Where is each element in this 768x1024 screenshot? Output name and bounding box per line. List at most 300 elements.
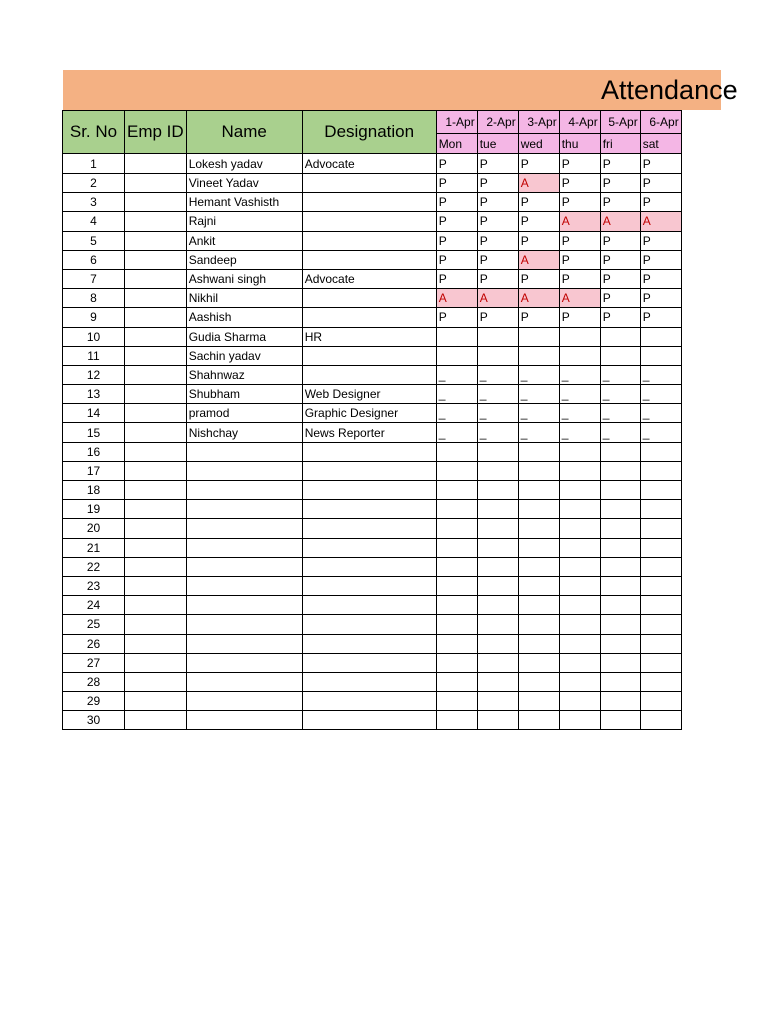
attendance-cell[interactable]: P [559, 231, 600, 250]
attendance-cell[interactable]: A [640, 212, 681, 231]
attendance-cell[interactable]: P [600, 174, 640, 193]
name-cell[interactable]: Vineet Yadav [186, 174, 302, 193]
designation-cell[interactable]: Graphic Designer [302, 404, 436, 423]
attendance-cell[interactable]: P [600, 193, 640, 212]
emp-id-cell[interactable] [125, 154, 187, 174]
designation-cell[interactable] [302, 557, 436, 576]
header-date[interactable]: 5-Apr [600, 111, 640, 134]
name-cell[interactable] [186, 538, 302, 557]
attendance-cell[interactable] [477, 596, 518, 615]
attendance-cell[interactable] [518, 327, 559, 346]
attendance-cell[interactable]: P [559, 154, 600, 174]
attendance-cell[interactable] [436, 481, 477, 500]
designation-cell[interactable] [302, 250, 436, 269]
attendance-cell[interactable] [559, 653, 600, 672]
attendance-cell[interactable]: P [559, 174, 600, 193]
attendance-cell[interactable] [518, 653, 559, 672]
sr-no-cell[interactable]: 11 [63, 346, 125, 365]
attendance-cell[interactable] [640, 346, 681, 365]
emp-id-cell[interactable] [125, 557, 187, 576]
attendance-cell[interactable]: P [600, 289, 640, 308]
attendance-cell[interactable]: P [559, 269, 600, 288]
attendance-cell[interactable]: _ [600, 404, 640, 423]
designation-cell[interactable] [302, 212, 436, 231]
attendance-cell[interactable] [640, 596, 681, 615]
sr-no-cell[interactable]: 12 [63, 365, 125, 384]
designation-cell[interactable] [302, 615, 436, 634]
emp-id-cell[interactable] [125, 615, 187, 634]
attendance-cell[interactable] [436, 672, 477, 691]
attendance-cell[interactable] [477, 461, 518, 480]
sr-no-cell[interactable]: 1 [63, 154, 125, 174]
emp-id-cell[interactable] [125, 672, 187, 691]
attendance-cell[interactable] [640, 653, 681, 672]
name-cell[interactable] [186, 557, 302, 576]
sr-no-cell[interactable]: 13 [63, 385, 125, 404]
sr-no-cell[interactable]: 14 [63, 404, 125, 423]
attendance-cell[interactable]: P [477, 231, 518, 250]
attendance-cell[interactable]: _ [600, 365, 640, 384]
emp-id-cell[interactable] [125, 711, 187, 730]
attendance-cell[interactable]: P [436, 308, 477, 327]
header-day[interactable]: wed [518, 134, 559, 154]
attendance-cell[interactable]: P [600, 269, 640, 288]
attendance-cell[interactable] [640, 519, 681, 538]
attendance-cell[interactable] [518, 442, 559, 461]
attendance-cell[interactable] [436, 692, 477, 711]
attendance-cell[interactable] [559, 538, 600, 557]
attendance-cell[interactable] [436, 711, 477, 730]
name-cell[interactable]: Shahnwaz [186, 365, 302, 384]
attendance-cell[interactable] [559, 481, 600, 500]
attendance-cell[interactable]: _ [559, 423, 600, 442]
name-cell[interactable]: Gudia Sharma [186, 327, 302, 346]
name-cell[interactable] [186, 596, 302, 615]
attendance-cell[interactable]: P [518, 193, 559, 212]
attendance-cell[interactable]: _ [518, 423, 559, 442]
designation-cell[interactable] [302, 576, 436, 595]
attendance-cell[interactable] [559, 576, 600, 595]
emp-id-cell[interactable] [125, 212, 187, 231]
attendance-cell[interactable]: P [640, 308, 681, 327]
attendance-cell[interactable] [518, 596, 559, 615]
attendance-cell[interactable] [600, 481, 640, 500]
sr-no-cell[interactable]: 19 [63, 500, 125, 519]
designation-cell[interactable] [302, 346, 436, 365]
name-cell[interactable] [186, 615, 302, 634]
attendance-cell[interactable] [640, 672, 681, 691]
header-date[interactable]: 6-Apr [640, 111, 681, 134]
attendance-cell[interactable]: _ [436, 423, 477, 442]
designation-cell[interactable] [302, 365, 436, 384]
emp-id-cell[interactable] [125, 231, 187, 250]
emp-id-cell[interactable] [125, 519, 187, 538]
header-day[interactable]: tue [477, 134, 518, 154]
attendance-cell[interactable]: P [518, 212, 559, 231]
attendance-cell[interactable] [559, 519, 600, 538]
designation-cell[interactable] [302, 289, 436, 308]
designation-cell[interactable] [302, 193, 436, 212]
name-cell[interactable] [186, 481, 302, 500]
emp-id-cell[interactable] [125, 653, 187, 672]
attendance-cell[interactable] [518, 692, 559, 711]
attendance-cell[interactable] [600, 596, 640, 615]
attendance-cell[interactable]: P [640, 231, 681, 250]
header-sr-no[interactable]: Sr. No [63, 111, 125, 154]
name-cell[interactable] [186, 653, 302, 672]
sr-no-cell[interactable]: 8 [63, 289, 125, 308]
name-cell[interactable]: Shubham [186, 385, 302, 404]
attendance-cell[interactable]: P [436, 269, 477, 288]
sr-no-cell[interactable]: 18 [63, 481, 125, 500]
sr-no-cell[interactable]: 28 [63, 672, 125, 691]
attendance-cell[interactable] [559, 711, 600, 730]
attendance-cell[interactable]: _ [436, 365, 477, 384]
attendance-cell[interactable]: A [518, 250, 559, 269]
name-cell[interactable]: Nikhil [186, 289, 302, 308]
attendance-cell[interactable]: P [518, 269, 559, 288]
attendance-cell[interactable]: _ [477, 365, 518, 384]
attendance-cell[interactable]: P [640, 269, 681, 288]
header-date[interactable]: 2-Apr [477, 111, 518, 134]
attendance-cell[interactable]: _ [640, 404, 681, 423]
attendance-cell[interactable] [600, 442, 640, 461]
attendance-cell[interactable]: P [600, 154, 640, 174]
attendance-cell[interactable] [436, 500, 477, 519]
attendance-cell[interactable]: P [640, 193, 681, 212]
attendance-cell[interactable]: _ [477, 385, 518, 404]
sr-no-cell[interactable]: 5 [63, 231, 125, 250]
attendance-cell[interactable] [477, 711, 518, 730]
attendance-cell[interactable]: _ [640, 365, 681, 384]
attendance-cell[interactable]: P [640, 174, 681, 193]
attendance-cell[interactable]: _ [559, 404, 600, 423]
attendance-cell[interactable] [600, 711, 640, 730]
attendance-cell[interactable] [640, 576, 681, 595]
designation-cell[interactable] [302, 538, 436, 557]
attendance-cell[interactable] [477, 481, 518, 500]
name-cell[interactable]: Rajni [186, 212, 302, 231]
emp-id-cell[interactable] [125, 250, 187, 269]
attendance-cell[interactable]: P [518, 154, 559, 174]
emp-id-cell[interactable] [125, 174, 187, 193]
header-date[interactable]: 1-Apr [436, 111, 477, 134]
sr-no-cell[interactable]: 7 [63, 269, 125, 288]
designation-cell[interactable] [302, 653, 436, 672]
attendance-cell[interactable]: P [600, 231, 640, 250]
designation-cell[interactable]: HR [302, 327, 436, 346]
attendance-cell[interactable]: P [436, 154, 477, 174]
designation-cell[interactable] [302, 692, 436, 711]
designation-cell[interactable] [302, 231, 436, 250]
sr-no-cell[interactable]: 4 [63, 212, 125, 231]
sr-no-cell[interactable]: 6 [63, 250, 125, 269]
attendance-cell[interactable]: _ [477, 404, 518, 423]
attendance-cell[interactable] [518, 672, 559, 691]
name-cell[interactable]: Ankit [186, 231, 302, 250]
attendance-cell[interactable]: _ [477, 423, 518, 442]
attendance-cell[interactable] [518, 711, 559, 730]
attendance-cell[interactable] [436, 538, 477, 557]
attendance-cell[interactable]: P [559, 193, 600, 212]
attendance-cell[interactable] [559, 461, 600, 480]
header-date[interactable]: 4-Apr [559, 111, 600, 134]
emp-id-cell[interactable] [125, 538, 187, 557]
attendance-cell[interactable] [640, 442, 681, 461]
attendance-cell[interactable] [559, 346, 600, 365]
name-cell[interactable]: Sachin yadav [186, 346, 302, 365]
attendance-cell[interactable] [600, 557, 640, 576]
name-cell[interactable]: Ashwani singh [186, 269, 302, 288]
attendance-cell[interactable] [436, 557, 477, 576]
attendance-cell[interactable] [477, 557, 518, 576]
attendance-cell[interactable] [436, 519, 477, 538]
sr-no-cell[interactable]: 23 [63, 576, 125, 595]
header-day[interactable]: fri [600, 134, 640, 154]
name-cell[interactable]: Sandeep [186, 250, 302, 269]
attendance-cell[interactable]: _ [518, 365, 559, 384]
designation-cell[interactable] [302, 442, 436, 461]
attendance-cell[interactable] [477, 519, 518, 538]
sr-no-cell[interactable]: 29 [63, 692, 125, 711]
name-cell[interactable]: Lokesh yadav [186, 154, 302, 174]
attendance-cell[interactable]: A [518, 289, 559, 308]
attendance-cell[interactable] [600, 461, 640, 480]
attendance-cell[interactable]: P [436, 250, 477, 269]
attendance-cell[interactable]: _ [436, 404, 477, 423]
attendance-cell[interactable]: _ [600, 385, 640, 404]
attendance-cell[interactable] [640, 615, 681, 634]
attendance-cell[interactable] [640, 557, 681, 576]
sr-no-cell[interactable]: 17 [63, 461, 125, 480]
attendance-cell[interactable] [600, 634, 640, 653]
attendance-cell[interactable]: _ [518, 404, 559, 423]
attendance-cell[interactable]: _ [436, 385, 477, 404]
sr-no-cell[interactable]: 10 [63, 327, 125, 346]
attendance-cell[interactable] [559, 634, 600, 653]
attendance-cell[interactable] [477, 346, 518, 365]
attendance-cell[interactable]: P [640, 250, 681, 269]
designation-cell[interactable] [302, 308, 436, 327]
attendance-cell[interactable]: _ [640, 423, 681, 442]
emp-id-cell[interactable] [125, 481, 187, 500]
designation-cell[interactable] [302, 174, 436, 193]
emp-id-cell[interactable] [125, 346, 187, 365]
attendance-cell[interactable] [559, 557, 600, 576]
sr-no-cell[interactable]: 24 [63, 596, 125, 615]
sr-no-cell[interactable]: 9 [63, 308, 125, 327]
emp-id-cell[interactable] [125, 500, 187, 519]
name-cell[interactable] [186, 672, 302, 691]
attendance-cell[interactable] [600, 519, 640, 538]
designation-cell[interactable] [302, 634, 436, 653]
designation-cell[interactable]: Web Designer [302, 385, 436, 404]
attendance-cell[interactable] [640, 711, 681, 730]
sr-no-cell[interactable]: 3 [63, 193, 125, 212]
attendance-cell[interactable] [640, 634, 681, 653]
name-cell[interactable] [186, 500, 302, 519]
attendance-cell[interactable]: P [559, 250, 600, 269]
name-cell[interactable]: Hemant Vashisth [186, 193, 302, 212]
attendance-cell[interactable] [477, 500, 518, 519]
emp-id-cell[interactable] [125, 308, 187, 327]
attendance-cell[interactable]: P [477, 154, 518, 174]
sr-no-cell[interactable]: 30 [63, 711, 125, 730]
attendance-cell[interactable] [559, 596, 600, 615]
emp-id-cell[interactable] [125, 365, 187, 384]
attendance-cell[interactable]: _ [559, 365, 600, 384]
attendance-cell[interactable]: P [640, 154, 681, 174]
attendance-cell[interactable] [600, 615, 640, 634]
attendance-cell[interactable] [436, 653, 477, 672]
header-day[interactable]: Mon [436, 134, 477, 154]
name-cell[interactable] [186, 519, 302, 538]
sr-no-cell[interactable]: 27 [63, 653, 125, 672]
attendance-cell[interactable] [436, 442, 477, 461]
name-cell[interactable]: Aashish [186, 308, 302, 327]
attendance-cell[interactable] [600, 672, 640, 691]
attendance-cell[interactable] [518, 557, 559, 576]
attendance-cell[interactable] [640, 461, 681, 480]
attendance-cell[interactable]: P [559, 308, 600, 327]
header-day[interactable]: sat [640, 134, 681, 154]
emp-id-cell[interactable] [125, 634, 187, 653]
header-date[interactable]: 3-Apr [518, 111, 559, 134]
attendance-cell[interactable] [559, 672, 600, 691]
attendance-cell[interactable] [436, 346, 477, 365]
sr-no-cell[interactable]: 16 [63, 442, 125, 461]
attendance-cell[interactable] [600, 500, 640, 519]
designation-cell[interactable] [302, 711, 436, 730]
name-cell[interactable] [186, 692, 302, 711]
attendance-cell[interactable] [640, 692, 681, 711]
attendance-cell[interactable] [477, 692, 518, 711]
attendance-cell[interactable] [559, 615, 600, 634]
name-cell[interactable]: pramod [186, 404, 302, 423]
attendance-cell[interactable] [518, 346, 559, 365]
attendance-cell[interactable] [640, 481, 681, 500]
attendance-cell[interactable]: P [477, 174, 518, 193]
attendance-cell[interactable] [518, 519, 559, 538]
designation-cell[interactable] [302, 461, 436, 480]
emp-id-cell[interactable] [125, 404, 187, 423]
attendance-cell[interactable] [518, 481, 559, 500]
attendance-cell[interactable]: _ [559, 385, 600, 404]
attendance-cell[interactable] [559, 692, 600, 711]
sr-no-cell[interactable]: 2 [63, 174, 125, 193]
attendance-cell[interactable]: P [477, 212, 518, 231]
attendance-cell[interactable]: P [518, 308, 559, 327]
attendance-cell[interactable]: _ [640, 385, 681, 404]
attendance-cell[interactable]: P [477, 193, 518, 212]
attendance-cell[interactable]: P [436, 193, 477, 212]
emp-id-cell[interactable] [125, 385, 187, 404]
sr-no-cell[interactable]: 20 [63, 519, 125, 538]
attendance-cell[interactable] [559, 442, 600, 461]
sr-no-cell[interactable]: 22 [63, 557, 125, 576]
emp-id-cell[interactable] [125, 289, 187, 308]
designation-cell[interactable]: Advocate [302, 154, 436, 174]
attendance-cell[interactable]: P [600, 308, 640, 327]
attendance-cell[interactable] [477, 442, 518, 461]
name-cell[interactable] [186, 576, 302, 595]
attendance-cell[interactable] [518, 576, 559, 595]
designation-cell[interactable] [302, 672, 436, 691]
designation-cell[interactable]: Advocate [302, 269, 436, 288]
attendance-cell[interactable] [436, 576, 477, 595]
attendance-cell[interactable] [436, 461, 477, 480]
attendance-cell[interactable] [518, 500, 559, 519]
attendance-cell[interactable] [600, 576, 640, 595]
attendance-cell[interactable] [600, 346, 640, 365]
attendance-cell[interactable] [477, 576, 518, 595]
emp-id-cell[interactable] [125, 193, 187, 212]
attendance-cell[interactable] [518, 615, 559, 634]
emp-id-cell[interactable] [125, 327, 187, 346]
attendance-cell[interactable] [477, 615, 518, 634]
attendance-cell[interactable] [477, 653, 518, 672]
attendance-cell[interactable]: A [600, 212, 640, 231]
designation-cell[interactable] [302, 500, 436, 519]
attendance-cell[interactable] [518, 461, 559, 480]
emp-id-cell[interactable] [125, 461, 187, 480]
name-cell[interactable] [186, 634, 302, 653]
attendance-cell[interactable]: P [477, 308, 518, 327]
emp-id-cell[interactable] [125, 692, 187, 711]
attendance-cell[interactable]: P [518, 231, 559, 250]
name-cell[interactable] [186, 711, 302, 730]
attendance-cell[interactable] [600, 538, 640, 557]
emp-id-cell[interactable] [125, 596, 187, 615]
emp-id-cell[interactable] [125, 423, 187, 442]
attendance-cell[interactable]: P [436, 174, 477, 193]
name-cell[interactable] [186, 442, 302, 461]
header-designation[interactable]: Designation [302, 111, 436, 154]
attendance-cell[interactable] [477, 672, 518, 691]
attendance-cell[interactable] [600, 653, 640, 672]
attendance-cell[interactable] [640, 500, 681, 519]
header-day[interactable]: thu [559, 134, 600, 154]
designation-cell[interactable] [302, 519, 436, 538]
attendance-cell[interactable] [477, 538, 518, 557]
header-emp-id[interactable]: Emp ID [125, 111, 187, 154]
attendance-cell[interactable] [600, 692, 640, 711]
attendance-cell[interactable] [640, 538, 681, 557]
designation-cell[interactable] [302, 481, 436, 500]
attendance-cell[interactable]: P [600, 250, 640, 269]
attendance-cell[interactable]: A [436, 289, 477, 308]
attendance-cell[interactable]: P [640, 289, 681, 308]
attendance-cell[interactable]: A [518, 174, 559, 193]
attendance-cell[interactable]: P [436, 231, 477, 250]
attendance-cell[interactable] [477, 634, 518, 653]
attendance-cell[interactable]: _ [600, 423, 640, 442]
attendance-cell[interactable] [477, 327, 518, 346]
attendance-cell[interactable] [436, 327, 477, 346]
attendance-cell[interactable] [436, 634, 477, 653]
sr-no-cell[interactable]: 15 [63, 423, 125, 442]
emp-id-cell[interactable] [125, 442, 187, 461]
attendance-cell[interactable]: A [559, 212, 600, 231]
header-name[interactable]: Name [186, 111, 302, 154]
sr-no-cell[interactable]: 25 [63, 615, 125, 634]
attendance-cell[interactable] [436, 596, 477, 615]
attendance-cell[interactable]: A [477, 289, 518, 308]
emp-id-cell[interactable] [125, 269, 187, 288]
attendance-cell[interactable]: A [559, 289, 600, 308]
attendance-cell[interactable] [600, 327, 640, 346]
name-cell[interactable] [186, 461, 302, 480]
